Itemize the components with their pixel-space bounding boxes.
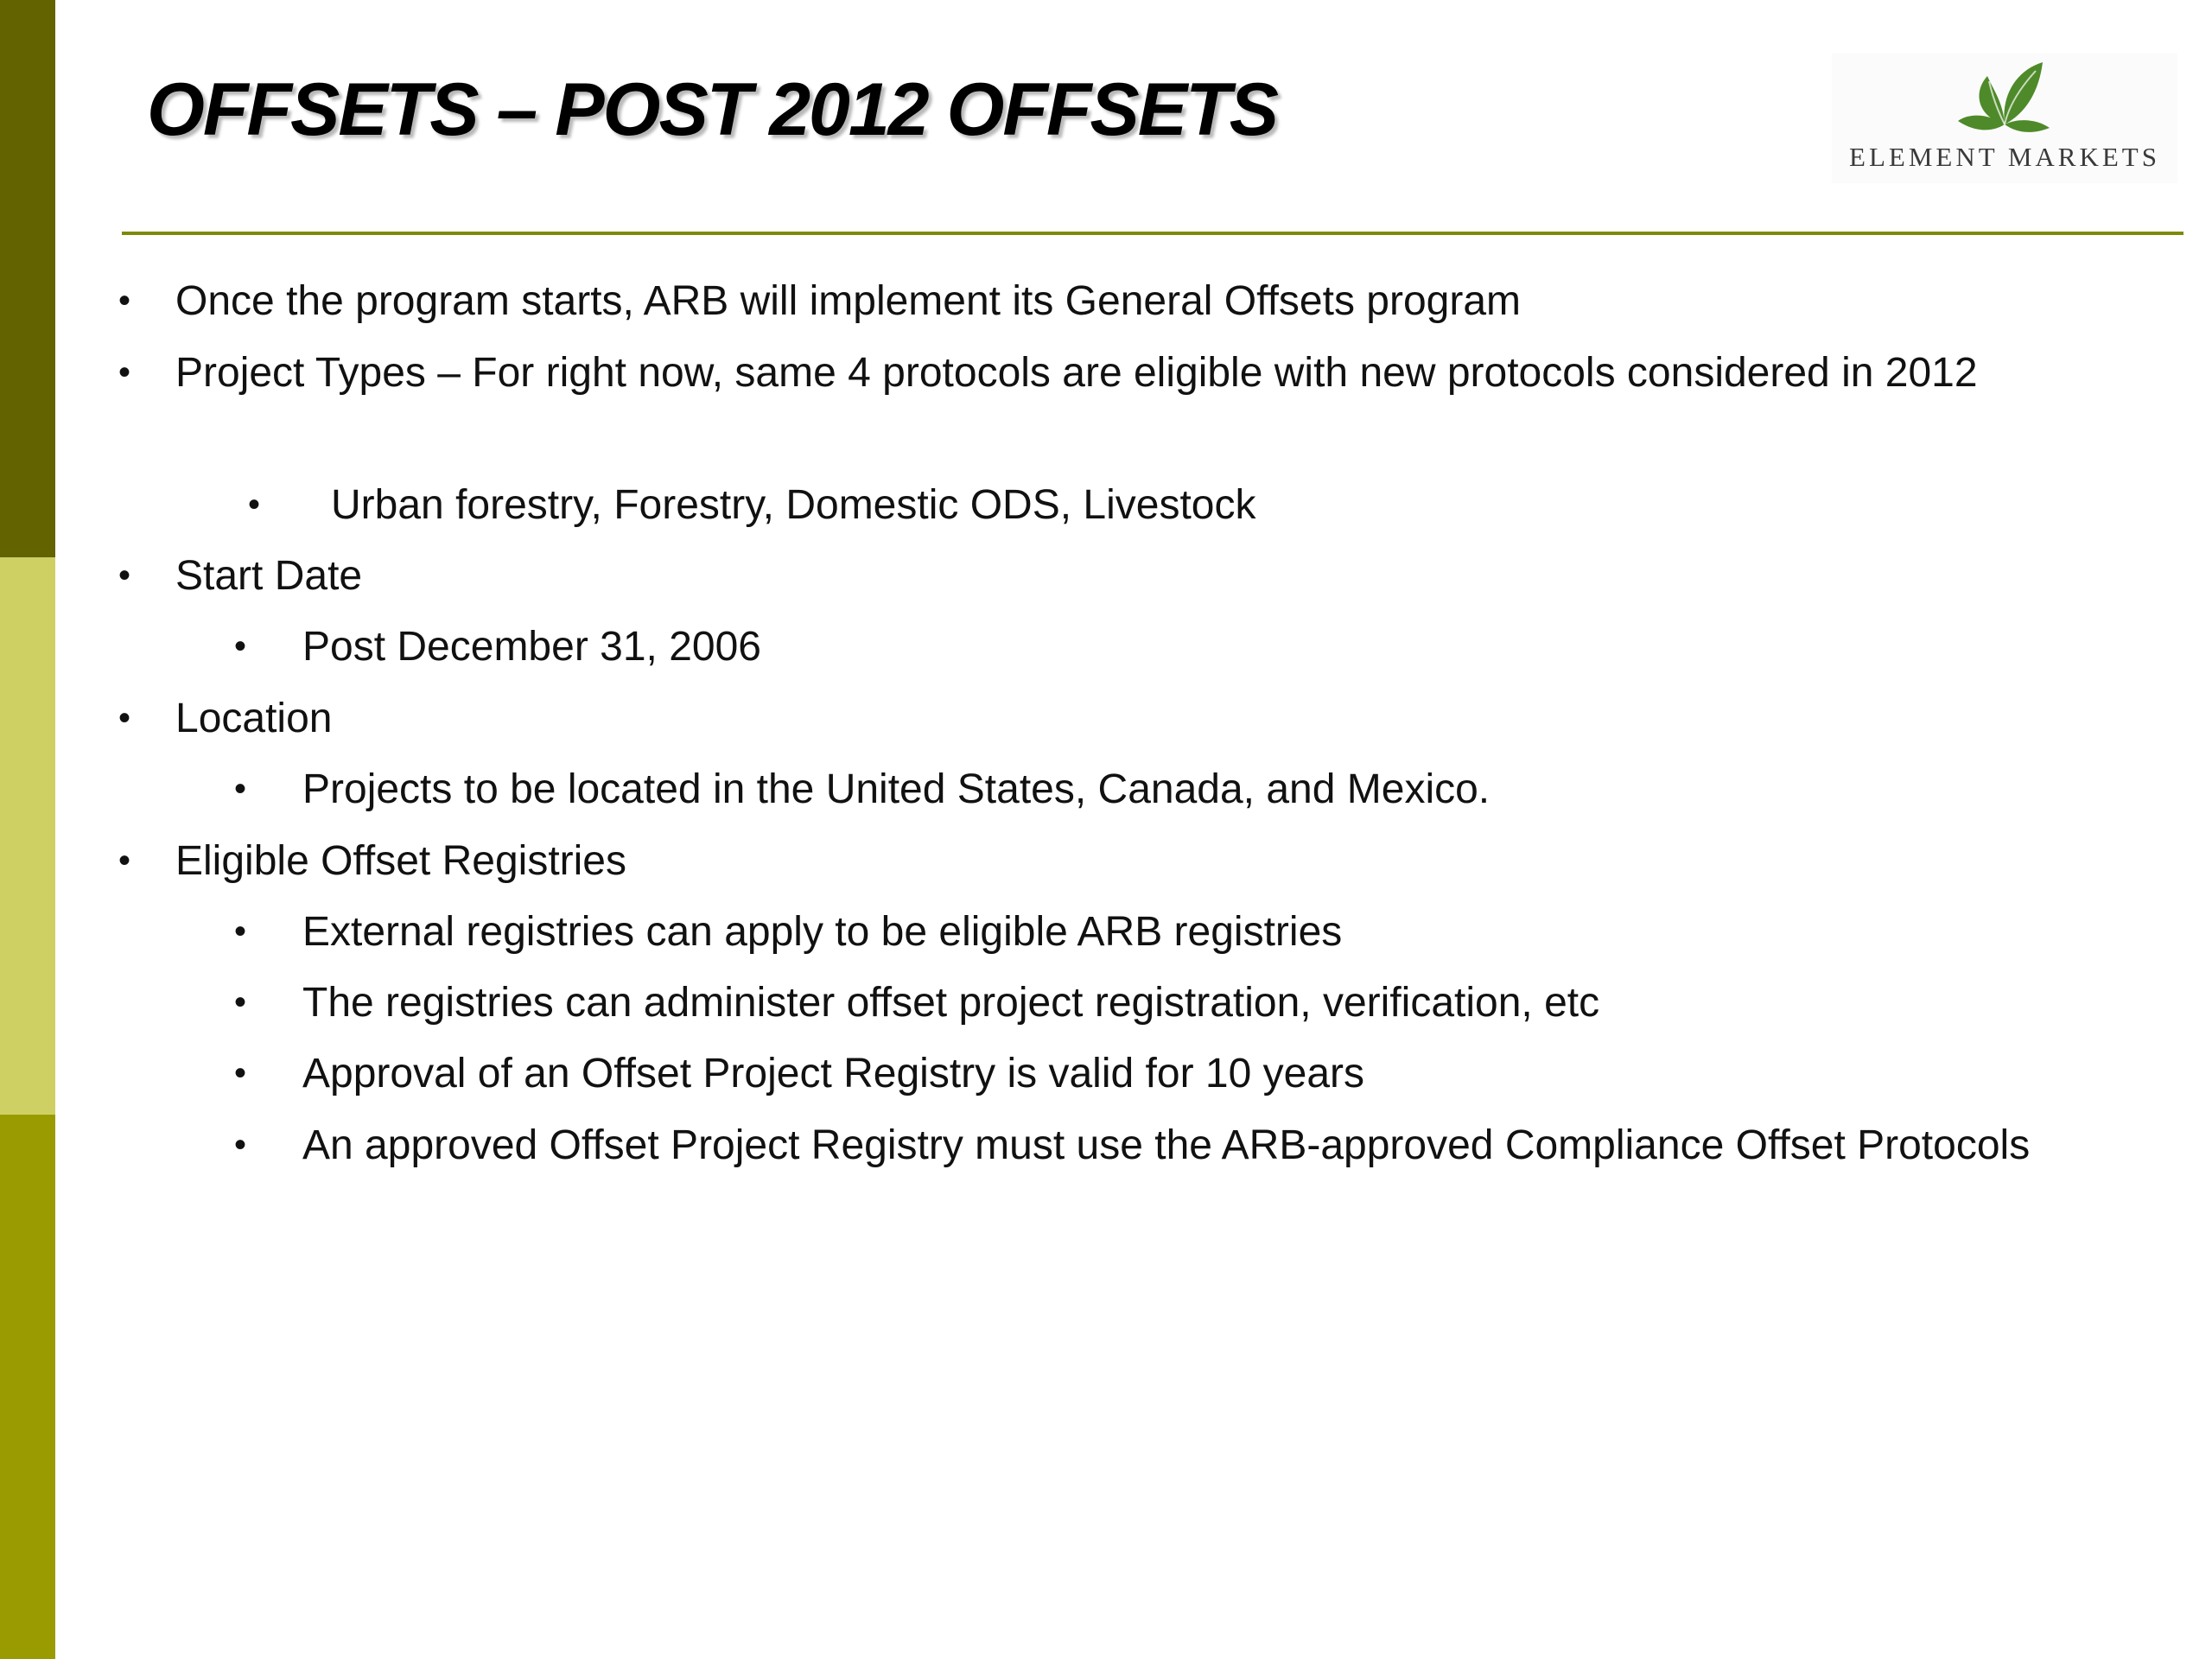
bullet-item — [118, 546, 2076, 606]
bullet-item — [118, 271, 2076, 331]
bullet-item — [234, 902, 2031, 962]
bullet-text: The registries can administer offset project registration, verification, etc — [302, 980, 1600, 1026]
bullet-marker: • — [118, 699, 131, 737]
bullet-marker: • — [234, 770, 247, 808]
bullet-item — [234, 973, 2031, 1033]
bullet-text: External registries can apply to be eligible ARB registries — [302, 909, 1343, 955]
bullet-marker: • — [234, 912, 247, 950]
bullet-text: Approval of an Offset Project Registry is valid for 10 years — [302, 1051, 1364, 1096]
title-divider — [122, 232, 2183, 235]
bullet-text: Post December 31, 2006 — [302, 624, 761, 670]
bullet-marker: • — [118, 353, 131, 391]
bullet-marker: • — [248, 486, 261, 524]
bullet-text: Urban forestry, Forestry, Domestic ODS, Livestock — [331, 482, 1256, 528]
bullet-text: Eligible Offset Registries — [175, 838, 626, 884]
bullet-text: Start Date — [175, 553, 363, 599]
side-stripe-top — [0, 0, 55, 557]
bullet-text: Project Types – For right now, same 4 protocols are eligible with new protocols considered in 2012 — [175, 350, 1978, 396]
side-stripe-bottom — [0, 1115, 55, 1659]
bullet-item — [234, 760, 2031, 819]
logo-text: ELEMENT MARKETS — [1849, 142, 2160, 172]
element-markets-logo — [1832, 54, 2177, 183]
bullet-text: An approved Offset Project Registry must use the ARB-approved Compliance Offset Protocols — [302, 1122, 2031, 1168]
side-stripe-middle — [0, 557, 55, 1115]
bullet-item — [234, 1044, 2031, 1103]
bullet-item — [248, 475, 2059, 535]
bullet-item — [118, 831, 2076, 891]
bullet-item — [118, 343, 2076, 403]
bullet-item — [234, 1116, 2031, 1175]
bullet-text: Location — [175, 696, 333, 741]
bullet-item — [118, 689, 2076, 748]
bullet-marker: • — [118, 282, 131, 320]
leaf-icon — [1953, 57, 2056, 135]
bullet-marker: • — [234, 1126, 247, 1164]
bullet-item — [234, 617, 2031, 677]
bullet-text: Projects to be located in the United States, Canada, and Mexico. — [302, 766, 1491, 812]
bullet-text: Once the program starts, ARB will implement its General Offsets program — [175, 278, 1522, 324]
bullet-marker: • — [234, 983, 247, 1021]
slide-title: OFFSETS – POST 2012 OFFSETS — [147, 68, 1278, 151]
bullet-marker: • — [118, 556, 131, 594]
bullet-marker: • — [234, 627, 247, 665]
bullet-marker: • — [118, 842, 131, 880]
bullet-marker: • — [234, 1054, 247, 1092]
